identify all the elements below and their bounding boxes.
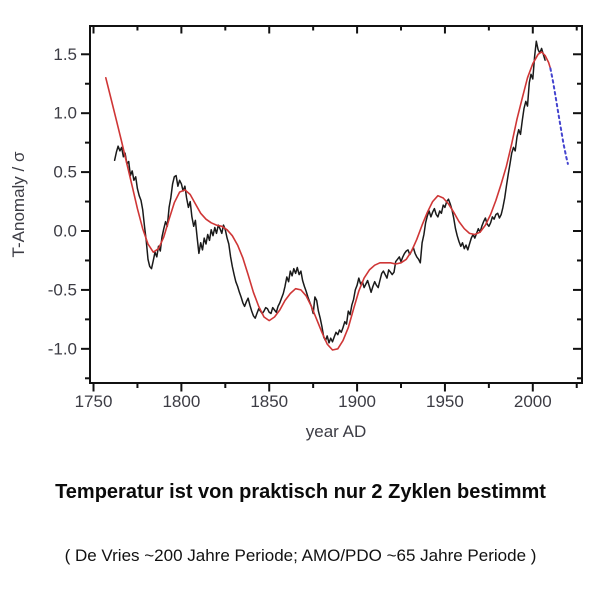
x-tick-label: 1900 — [338, 392, 376, 411]
y-tick-label: 0.0 — [53, 221, 77, 241]
y-tick-label: 1.5 — [53, 44, 77, 64]
figure-title: Temperatur ist von praktisch nur 2 Zyklen bestimmt — [55, 481, 546, 503]
x-tick-label: 1750 — [74, 392, 113, 411]
y-tick-label: 0.5 — [53, 162, 77, 182]
x-tick-label: 2000 — [513, 392, 552, 411]
series-line-two-cycle-fit — [106, 52, 551, 350]
x-tick-label: 1800 — [162, 392, 201, 411]
x-axis-label: year AD — [305, 422, 367, 441]
plot-frame — [90, 26, 582, 383]
x-tick-label: 1850 — [250, 392, 289, 411]
y-tick-label: 1.0 — [53, 103, 77, 123]
y-tick-label: -0.5 — [47, 280, 77, 300]
figure-caption: ( De Vries ~200 Jahre Periode; AMO/PDO ~65 Jahre Periode ) — [64, 546, 537, 565]
series-line-forecast — [550, 68, 568, 163]
y-tick-label: -1.0 — [47, 339, 77, 359]
x-tick-label: 1950 — [426, 392, 464, 411]
y-axis-label: T-Anomaly / σ — [9, 151, 28, 258]
